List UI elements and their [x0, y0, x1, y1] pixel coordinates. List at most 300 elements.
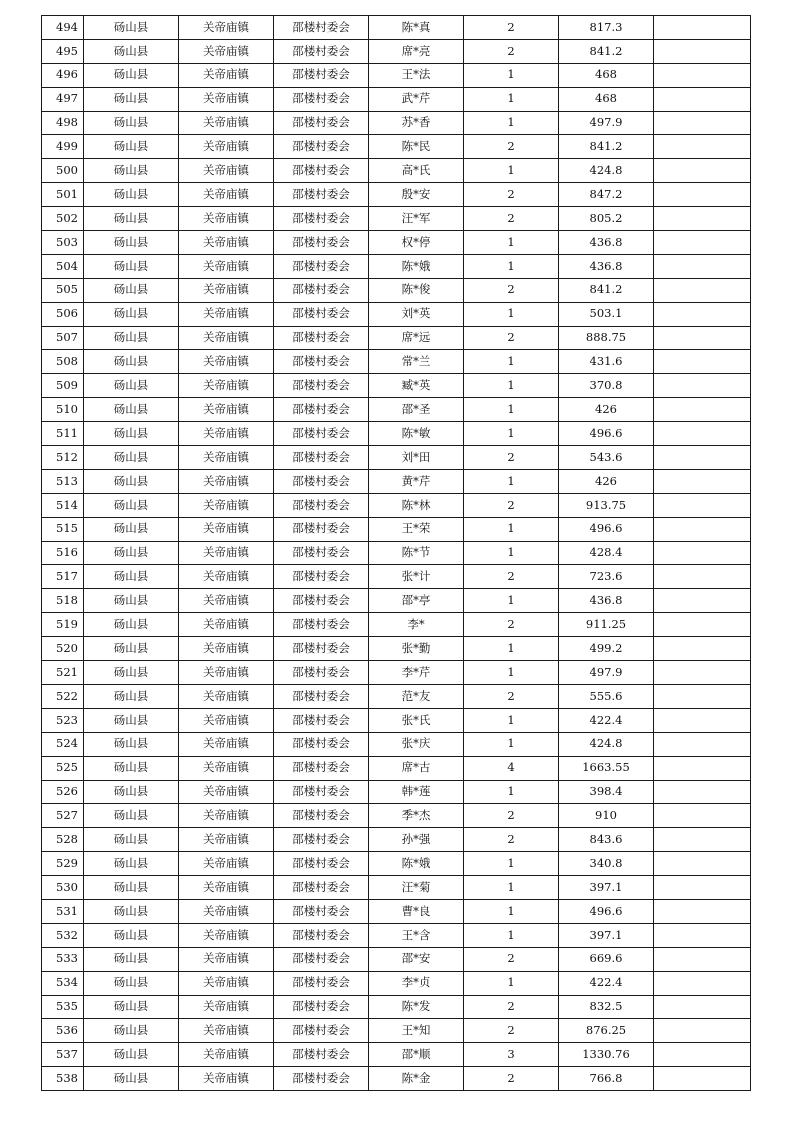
- household-size-cell: 2: [464, 947, 559, 971]
- table-row: [42, 828, 751, 852]
- village-committee-cell: 邵楼村委会: [274, 183, 369, 207]
- name-cell: 席*古: [369, 756, 464, 780]
- county-cell: 砀山县: [84, 278, 179, 302]
- household-size-cell: 1: [464, 589, 559, 613]
- village-committee-cell: 邵楼村委会: [274, 39, 369, 63]
- town-cell: 关帝庙镇: [179, 541, 274, 565]
- table-row: [42, 517, 751, 541]
- amount-cell: 398.4: [559, 780, 654, 804]
- town-cell: 关帝庙镇: [179, 1043, 274, 1067]
- remark-cell: [654, 613, 751, 637]
- row-number-cell: 534: [42, 971, 84, 995]
- village-committee-cell: 邵楼村委会: [274, 1067, 369, 1091]
- remark-cell: [654, 422, 751, 446]
- household-size-cell: 1: [464, 876, 559, 900]
- remark-cell: [654, 446, 751, 470]
- household-size-cell: 1: [464, 852, 559, 876]
- amount-cell: 468: [559, 87, 654, 111]
- amount-cell: 397.1: [559, 876, 654, 900]
- row-number-cell: 510: [42, 398, 84, 422]
- household-size-cell: 2: [464, 207, 559, 231]
- town-cell: 关帝庙镇: [179, 804, 274, 828]
- amount-cell: 847.2: [559, 183, 654, 207]
- county-cell: 砀山县: [84, 589, 179, 613]
- amount-cell: 817.3: [559, 16, 654, 40]
- county-cell: 砀山县: [84, 852, 179, 876]
- row-number-cell: 513: [42, 469, 84, 493]
- name-cell: 陈*俊: [369, 278, 464, 302]
- household-size-cell: 1: [464, 350, 559, 374]
- county-cell: 砀山县: [84, 1043, 179, 1067]
- amount-cell: 436.8: [559, 231, 654, 255]
- name-cell: 陈*节: [369, 541, 464, 565]
- table-row: [42, 39, 751, 63]
- county-cell: 砀山县: [84, 39, 179, 63]
- town-cell: 关帝庙镇: [179, 87, 274, 111]
- name-cell: 陈*金: [369, 1067, 464, 1091]
- amount-cell: 426: [559, 398, 654, 422]
- village-committee-cell: 邵楼村委会: [274, 971, 369, 995]
- household-size-cell: 1: [464, 302, 559, 326]
- table-row: [42, 541, 751, 565]
- town-cell: 关帝庙镇: [179, 565, 274, 589]
- county-cell: 砀山县: [84, 63, 179, 87]
- row-number-cell: 516: [42, 541, 84, 565]
- name-cell: 邵*圣: [369, 398, 464, 422]
- county-cell: 砀山县: [84, 493, 179, 517]
- name-cell: 范*友: [369, 684, 464, 708]
- county-cell: 砀山县: [84, 541, 179, 565]
- household-size-cell: 1: [464, 661, 559, 685]
- household-size-cell: 1: [464, 374, 559, 398]
- table-row: [42, 326, 751, 350]
- row-number-cell: 498: [42, 111, 84, 135]
- name-cell: 季*杰: [369, 804, 464, 828]
- village-committee-cell: 邵楼村委会: [274, 469, 369, 493]
- household-size-cell: 2: [464, 995, 559, 1019]
- town-cell: 关帝庙镇: [179, 302, 274, 326]
- table-row: [42, 565, 751, 589]
- town-cell: 关帝庙镇: [179, 350, 274, 374]
- name-cell: 陈*民: [369, 135, 464, 159]
- town-cell: 关帝庙镇: [179, 1067, 274, 1091]
- amount-cell: 669.6: [559, 947, 654, 971]
- town-cell: 关帝庙镇: [179, 971, 274, 995]
- amount-cell: 428.4: [559, 541, 654, 565]
- county-cell: 砀山县: [84, 923, 179, 947]
- remark-cell: [654, 1067, 751, 1091]
- table-row: [42, 422, 751, 446]
- amount-cell: 422.4: [559, 708, 654, 732]
- amount-cell: 496.6: [559, 899, 654, 923]
- village-committee-cell: 邵楼村委会: [274, 923, 369, 947]
- row-number-cell: 527: [42, 804, 84, 828]
- name-cell: 陈*发: [369, 995, 464, 1019]
- name-cell: 李*芹: [369, 661, 464, 685]
- amount-cell: 888.75: [559, 326, 654, 350]
- remark-cell: [654, 971, 751, 995]
- name-cell: 李*: [369, 613, 464, 637]
- name-cell: 邵*顺: [369, 1043, 464, 1067]
- remark-cell: [654, 398, 751, 422]
- village-committee-cell: 邵楼村委会: [274, 350, 369, 374]
- household-size-cell: 3: [464, 1043, 559, 1067]
- remark-cell: [654, 302, 751, 326]
- table-row: [42, 398, 751, 422]
- town-cell: 关帝庙镇: [179, 637, 274, 661]
- name-cell: 曹*良: [369, 899, 464, 923]
- town-cell: 关帝庙镇: [179, 493, 274, 517]
- town-cell: 关帝庙镇: [179, 589, 274, 613]
- row-number-cell: 505: [42, 278, 84, 302]
- remark-cell: [654, 111, 751, 135]
- household-size-cell: 2: [464, 278, 559, 302]
- county-cell: 砀山县: [84, 995, 179, 1019]
- amount-cell: 424.8: [559, 159, 654, 183]
- amount-cell: 496.6: [559, 422, 654, 446]
- table-row: [42, 756, 751, 780]
- table-row: [42, 995, 751, 1019]
- county-cell: 砀山县: [84, 876, 179, 900]
- remark-cell: [654, 756, 751, 780]
- county-cell: 砀山县: [84, 469, 179, 493]
- table-row: [42, 923, 751, 947]
- amount-cell: 910: [559, 804, 654, 828]
- row-number-cell: 514: [42, 493, 84, 517]
- village-committee-cell: 邵楼村委会: [274, 732, 369, 756]
- county-cell: 砀山县: [84, 231, 179, 255]
- remark-cell: [654, 183, 751, 207]
- amount-cell: 468: [559, 63, 654, 87]
- row-number-cell: 500: [42, 159, 84, 183]
- household-size-cell: 2: [464, 39, 559, 63]
- table-row: [42, 231, 751, 255]
- village-committee-cell: 邵楼村委会: [274, 780, 369, 804]
- remark-cell: [654, 1043, 751, 1067]
- row-number-cell: 499: [42, 135, 84, 159]
- county-cell: 砀山县: [84, 446, 179, 470]
- name-cell: 刘*英: [369, 302, 464, 326]
- town-cell: 关帝庙镇: [179, 374, 274, 398]
- town-cell: 关帝庙镇: [179, 207, 274, 231]
- county-cell: 砀山县: [84, 87, 179, 111]
- row-number-cell: 533: [42, 947, 84, 971]
- table-row: [42, 254, 751, 278]
- amount-cell: 841.2: [559, 39, 654, 63]
- name-cell: 张*氏: [369, 708, 464, 732]
- town-cell: 关帝庙镇: [179, 708, 274, 732]
- name-cell: 王*知: [369, 1019, 464, 1043]
- village-committee-cell: 邵楼村委会: [274, 995, 369, 1019]
- county-cell: 砀山县: [84, 565, 179, 589]
- village-committee-cell: 邵楼村委会: [274, 16, 369, 40]
- town-cell: 关帝庙镇: [179, 995, 274, 1019]
- remark-cell: [654, 541, 751, 565]
- amount-cell: 436.8: [559, 589, 654, 613]
- table-row: [42, 111, 751, 135]
- county-cell: 砀山县: [84, 422, 179, 446]
- county-cell: 砀山县: [84, 708, 179, 732]
- household-size-cell: 1: [464, 469, 559, 493]
- village-committee-cell: 邵楼村委会: [274, 159, 369, 183]
- county-cell: 砀山县: [84, 804, 179, 828]
- town-cell: 关帝庙镇: [179, 254, 274, 278]
- town-cell: 关帝庙镇: [179, 39, 274, 63]
- name-cell: 席*远: [369, 326, 464, 350]
- row-number-cell: 497: [42, 87, 84, 111]
- row-number-cell: 537: [42, 1043, 84, 1067]
- remark-cell: [654, 1019, 751, 1043]
- amount-cell: 424.8: [559, 732, 654, 756]
- row-number-cell: 520: [42, 637, 84, 661]
- household-size-cell: 1: [464, 637, 559, 661]
- row-number-cell: 536: [42, 1019, 84, 1043]
- table-row: [42, 876, 751, 900]
- name-cell: 汪*菊: [369, 876, 464, 900]
- village-committee-cell: 邵楼村委会: [274, 326, 369, 350]
- amount-cell: 370.8: [559, 374, 654, 398]
- table-row: [42, 446, 751, 470]
- remark-cell: [654, 39, 751, 63]
- row-number-cell: 506: [42, 302, 84, 326]
- row-number-cell: 530: [42, 876, 84, 900]
- table-row: [42, 1043, 751, 1067]
- table-row: [42, 899, 751, 923]
- household-size-cell: 1: [464, 63, 559, 87]
- village-committee-cell: 邵楼村委会: [274, 207, 369, 231]
- remark-cell: [654, 350, 751, 374]
- county-cell: 砀山县: [84, 326, 179, 350]
- row-number-cell: 531: [42, 899, 84, 923]
- town-cell: 关帝庙镇: [179, 398, 274, 422]
- name-cell: 韩*莲: [369, 780, 464, 804]
- town-cell: 关帝庙镇: [179, 613, 274, 637]
- amount-cell: 555.6: [559, 684, 654, 708]
- household-size-cell: 2: [464, 16, 559, 40]
- village-committee-cell: 邵楼村委会: [274, 111, 369, 135]
- remark-cell: [654, 63, 751, 87]
- county-cell: 砀山县: [84, 135, 179, 159]
- row-number-cell: 496: [42, 63, 84, 87]
- name-cell: 陈*真: [369, 16, 464, 40]
- town-cell: 关帝庙镇: [179, 732, 274, 756]
- row-number-cell: 538: [42, 1067, 84, 1091]
- county-cell: 砀山县: [84, 517, 179, 541]
- town-cell: 关帝庙镇: [179, 446, 274, 470]
- county-cell: 砀山县: [84, 1067, 179, 1091]
- name-cell: 陈*敏: [369, 422, 464, 446]
- town-cell: 关帝庙镇: [179, 63, 274, 87]
- row-number-cell: 512: [42, 446, 84, 470]
- row-number-cell: 519: [42, 613, 84, 637]
- table-row: [42, 971, 751, 995]
- village-committee-cell: 邵楼村委会: [274, 613, 369, 637]
- row-number-cell: 525: [42, 756, 84, 780]
- amount-cell: 913.75: [559, 493, 654, 517]
- town-cell: 关帝庙镇: [179, 469, 274, 493]
- remark-cell: [654, 493, 751, 517]
- amount-cell: 431.6: [559, 350, 654, 374]
- remark-cell: [654, 780, 751, 804]
- remark-cell: [654, 374, 751, 398]
- county-cell: 砀山县: [84, 637, 179, 661]
- county-cell: 砀山县: [84, 207, 179, 231]
- name-cell: 王*荣: [369, 517, 464, 541]
- name-cell: 张*计: [369, 565, 464, 589]
- table-row: [42, 708, 751, 732]
- county-cell: 砀山县: [84, 947, 179, 971]
- household-size-cell: 1: [464, 111, 559, 135]
- town-cell: 关帝庙镇: [179, 16, 274, 40]
- remark-cell: [654, 828, 751, 852]
- village-committee-cell: 邵楼村委会: [274, 1019, 369, 1043]
- household-size-cell: 1: [464, 541, 559, 565]
- household-size-cell: 2: [464, 804, 559, 828]
- town-cell: 关帝庙镇: [179, 923, 274, 947]
- remark-cell: [654, 995, 751, 1019]
- amount-cell: 499.2: [559, 637, 654, 661]
- remark-cell: [654, 231, 751, 255]
- village-committee-cell: 邵楼村委会: [274, 398, 369, 422]
- village-committee-cell: 邵楼村委会: [274, 565, 369, 589]
- remark-cell: [654, 469, 751, 493]
- village-committee-cell: 邵楼村委会: [274, 87, 369, 111]
- amount-cell: 723.6: [559, 565, 654, 589]
- household-size-cell: 1: [464, 517, 559, 541]
- town-cell: 关帝庙镇: [179, 135, 274, 159]
- amount-cell: 1330.76: [559, 1043, 654, 1067]
- village-committee-cell: 邵楼村委会: [274, 947, 369, 971]
- village-committee-cell: 邵楼村委会: [274, 446, 369, 470]
- town-cell: 关帝庙镇: [179, 899, 274, 923]
- town-cell: 关帝庙镇: [179, 661, 274, 685]
- county-cell: 砀山县: [84, 1019, 179, 1043]
- row-number-cell: 521: [42, 661, 84, 685]
- amount-cell: 843.6: [559, 828, 654, 852]
- household-size-cell: 1: [464, 159, 559, 183]
- table-row: [42, 183, 751, 207]
- household-size-cell: 4: [464, 756, 559, 780]
- amount-cell: 503.1: [559, 302, 654, 326]
- household-size-cell: 2: [464, 135, 559, 159]
- county-cell: 砀山县: [84, 302, 179, 326]
- name-cell: 苏*香: [369, 111, 464, 135]
- household-size-cell: 2: [464, 446, 559, 470]
- name-cell: 高*氏: [369, 159, 464, 183]
- table-row: [42, 1067, 751, 1091]
- household-size-cell: 2: [464, 183, 559, 207]
- row-number-cell: 517: [42, 565, 84, 589]
- town-cell: 关帝庙镇: [179, 756, 274, 780]
- county-cell: 砀山县: [84, 350, 179, 374]
- village-committee-cell: 邵楼村委会: [274, 374, 369, 398]
- household-size-cell: 1: [464, 231, 559, 255]
- town-cell: 关帝庙镇: [179, 780, 274, 804]
- remark-cell: [654, 16, 751, 40]
- amount-cell: 876.25: [559, 1019, 654, 1043]
- table-row: [42, 852, 751, 876]
- table-row: [42, 63, 751, 87]
- amount-cell: 397.1: [559, 923, 654, 947]
- county-cell: 砀山县: [84, 780, 179, 804]
- table-row: [42, 684, 751, 708]
- town-cell: 关帝庙镇: [179, 852, 274, 876]
- town-cell: 关帝庙镇: [179, 876, 274, 900]
- table-row: [42, 350, 751, 374]
- town-cell: 关帝庙镇: [179, 947, 274, 971]
- village-committee-cell: 邵楼村委会: [274, 804, 369, 828]
- remark-cell: [654, 637, 751, 661]
- name-cell: 武*芹: [369, 87, 464, 111]
- table-body: [42, 16, 751, 1091]
- row-number-cell: 528: [42, 828, 84, 852]
- remark-cell: [654, 899, 751, 923]
- remark-cell: [654, 254, 751, 278]
- county-cell: 砀山县: [84, 398, 179, 422]
- town-cell: 关帝庙镇: [179, 183, 274, 207]
- village-committee-cell: 邵楼村委会: [274, 231, 369, 255]
- county-cell: 砀山县: [84, 828, 179, 852]
- town-cell: 关帝庙镇: [179, 517, 274, 541]
- remark-cell: [654, 732, 751, 756]
- county-cell: 砀山县: [84, 661, 179, 685]
- table-row: [42, 302, 751, 326]
- row-number-cell: 501: [42, 183, 84, 207]
- table-row: [42, 87, 751, 111]
- amount-cell: 841.2: [559, 135, 654, 159]
- household-size-cell: 1: [464, 971, 559, 995]
- household-size-cell: 1: [464, 732, 559, 756]
- amount-cell: 497.9: [559, 661, 654, 685]
- table-row: [42, 16, 751, 40]
- town-cell: 关帝庙镇: [179, 159, 274, 183]
- name-cell: 席*亮: [369, 39, 464, 63]
- amount-cell: 766.8: [559, 1067, 654, 1091]
- county-cell: 砀山县: [84, 684, 179, 708]
- name-cell: 陈*娥: [369, 852, 464, 876]
- name-cell: 黄*芹: [369, 469, 464, 493]
- table-row: [42, 278, 751, 302]
- town-cell: 关帝庙镇: [179, 684, 274, 708]
- village-committee-cell: 邵楼村委会: [274, 302, 369, 326]
- amount-cell: 1663.55: [559, 756, 654, 780]
- town-cell: 关帝庙镇: [179, 326, 274, 350]
- name-cell: 陈*林: [369, 493, 464, 517]
- row-number-cell: 518: [42, 589, 84, 613]
- remark-cell: [654, 565, 751, 589]
- amount-cell: 841.2: [559, 278, 654, 302]
- row-number-cell: 495: [42, 39, 84, 63]
- row-number-cell: 524: [42, 732, 84, 756]
- table-row: [42, 159, 751, 183]
- household-size-cell: 1: [464, 87, 559, 111]
- remark-cell: [654, 708, 751, 732]
- remark-cell: [654, 947, 751, 971]
- village-committee-cell: 邵楼村委会: [274, 278, 369, 302]
- amount-cell: 805.2: [559, 207, 654, 231]
- county-cell: 砀山县: [84, 899, 179, 923]
- row-number-cell: 529: [42, 852, 84, 876]
- amount-cell: 422.4: [559, 971, 654, 995]
- household-size-cell: 1: [464, 708, 559, 732]
- table-row: [42, 780, 751, 804]
- name-cell: 权*停: [369, 231, 464, 255]
- table-row: [42, 589, 751, 613]
- village-committee-cell: 邵楼村委会: [274, 684, 369, 708]
- town-cell: 关帝庙镇: [179, 111, 274, 135]
- name-cell: 刘*田: [369, 446, 464, 470]
- remark-cell: [654, 852, 751, 876]
